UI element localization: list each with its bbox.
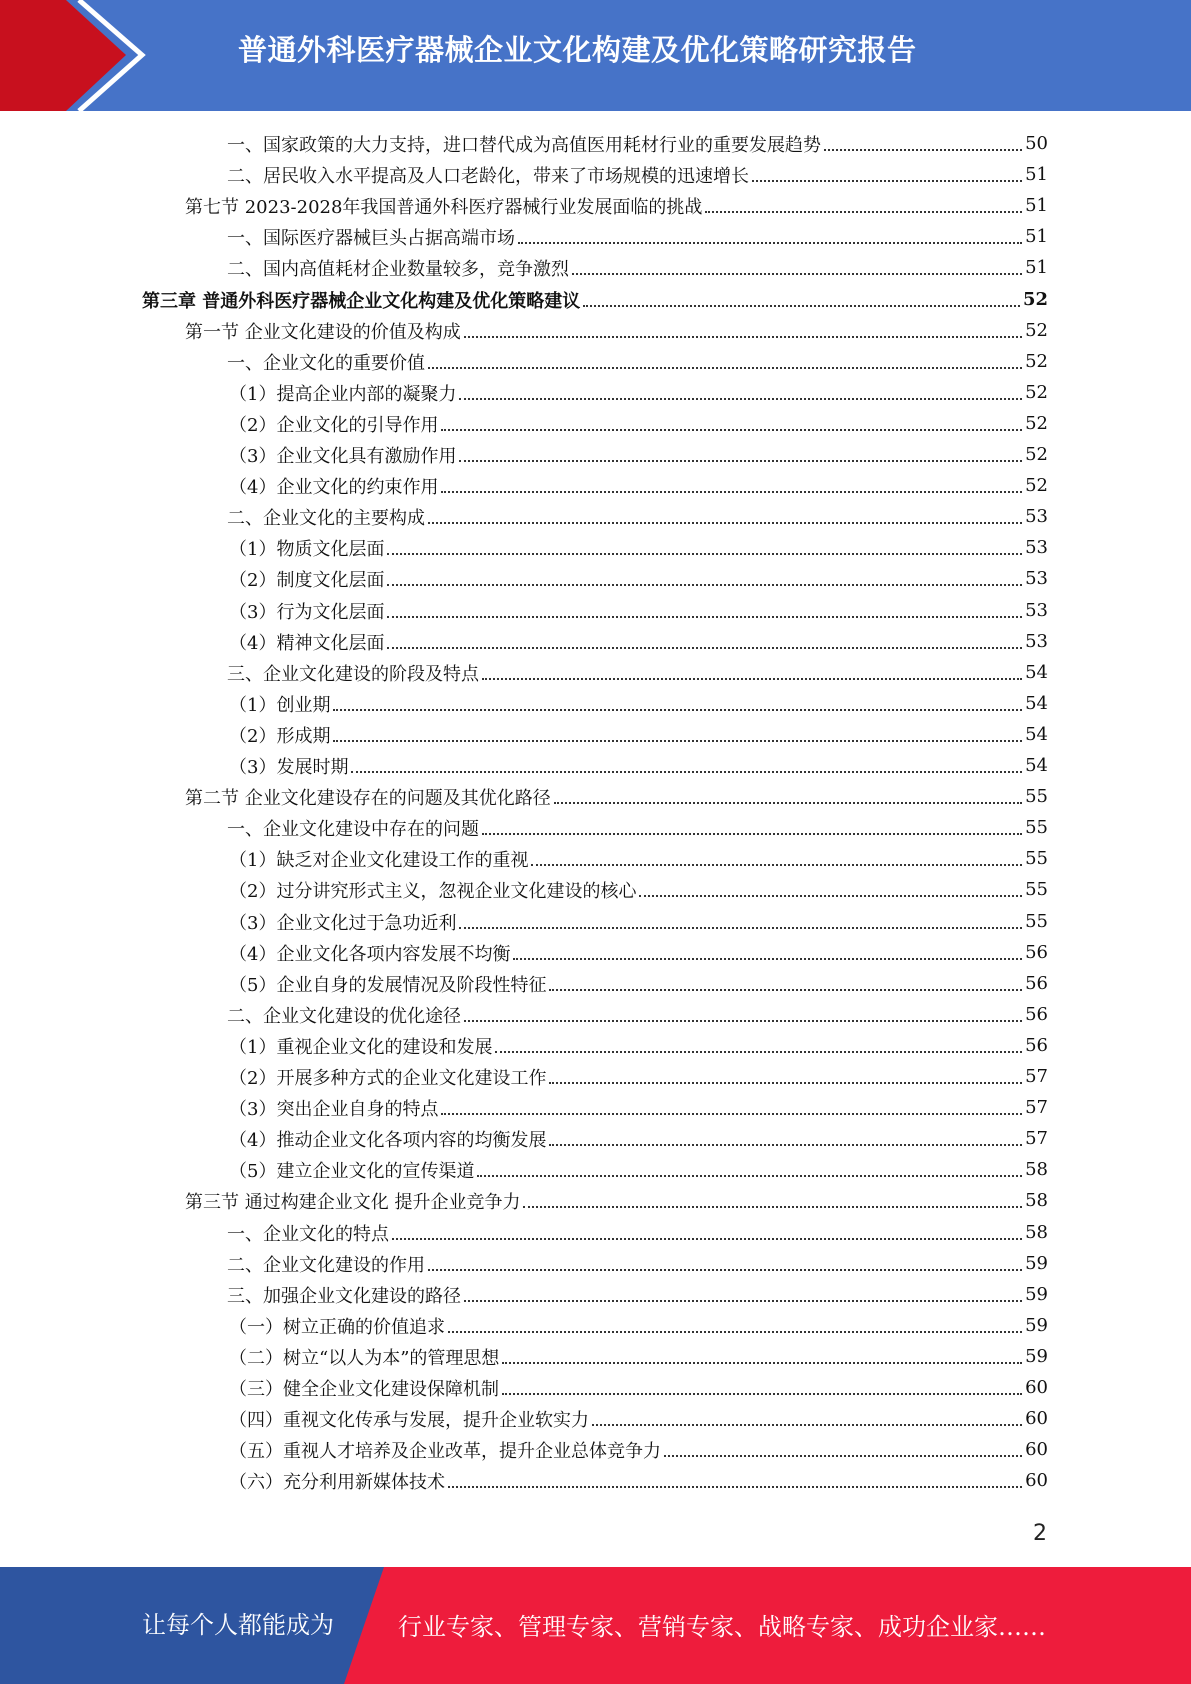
toc-dot-leader — [752, 180, 1022, 182]
toc-entry[interactable] — [229, 532, 1048, 563]
toc-entry-page: 53 — [1025, 631, 1048, 652]
toc-entry[interactable] — [227, 1217, 1048, 1248]
toc-dot-leader — [583, 305, 1020, 307]
toc-entry-label: 二、国内高值耗材企业数量较多，竞争激烈 — [227, 258, 569, 280]
toc-entry-page: 58 — [1025, 1190, 1048, 1211]
toc-entry[interactable] — [227, 1279, 1048, 1310]
toc-entry[interactable] — [229, 626, 1048, 657]
toc-entry-page: 57 — [1025, 1066, 1048, 1087]
toc-entry-label: 第三节 通过构建企业文化 提升企业竞争力 — [185, 1191, 521, 1213]
toc-entry-page: 56 — [1025, 1004, 1048, 1025]
toc-entry-page: 52 — [1025, 475, 1048, 496]
toc-entry-page: 52 — [1025, 413, 1048, 434]
toc-entry[interactable] — [229, 874, 1048, 905]
toc-entry-page: 60 — [1025, 1470, 1048, 1491]
footer-slogan-right: 行业专家、管理专家、营销专家、战略专家、成功企业家…… — [398, 1613, 1046, 1641]
toc-entry[interactable] — [229, 439, 1048, 470]
toc-entry-page: 54 — [1025, 662, 1048, 683]
toc-entry-label: 一、国家政策的大力支持，进口替代成为高值医用耗材行业的重要发展趋势 — [227, 134, 821, 156]
toc-entry-label: （2）制度文化层面 — [229, 569, 385, 591]
toc-entry-page: 54 — [1025, 693, 1048, 714]
toc-entry-label: （3）突出企业自身的特点 — [229, 1098, 439, 1120]
toc-entry[interactable] — [227, 252, 1048, 283]
toc-entry-label: （1）创业期 — [229, 694, 331, 716]
toc-entry[interactable] — [229, 688, 1048, 719]
toc-dot-leader — [387, 584, 1022, 586]
toc-entry-page: 52 — [1025, 382, 1048, 403]
toc-dot-leader — [477, 1175, 1022, 1177]
toc-entry-page: 50 — [1025, 133, 1048, 154]
toc-entry[interactable] — [227, 128, 1048, 159]
toc-entry[interactable] — [229, 1030, 1048, 1061]
toc-entry-label: （4）推动企业文化各项内容的均衡发展 — [229, 1129, 547, 1151]
toc-entry-page: 54 — [1025, 724, 1048, 745]
toc-entry[interactable] — [229, 563, 1048, 594]
toc-entry-label: 第三章 普通外科医疗器械企业文化构建及优化策略建议 — [142, 290, 581, 312]
toc-dot-leader — [549, 1144, 1022, 1146]
toc-entry-page: 54 — [1025, 755, 1048, 776]
toc-entry-page: 53 — [1025, 537, 1048, 558]
toc-dot-leader — [333, 740, 1022, 742]
toc-dot-leader — [459, 460, 1022, 462]
toc-dot-leader — [482, 678, 1022, 680]
report-title: 普通外科医疗器械企业文化构建及优化策略研究报告 — [238, 33, 917, 67]
toc-entry-label: 二、企业文化的主要构成 — [227, 507, 425, 529]
toc-entry-label: （4）精神文化层面 — [229, 632, 385, 654]
toc-entry-label: 第七节 2023-2028年我国普通外科医疗器械行业发展面临的挑战 — [185, 196, 703, 218]
toc-entry-label: 二、居民收入水平提高及人口老龄化，带来了市场规模的迅速增长 — [227, 165, 749, 187]
toc-entry[interactable] — [185, 1185, 1048, 1216]
toc-entry[interactable] — [229, 1434, 1048, 1465]
toc-dot-leader — [387, 553, 1022, 555]
toc-entry-label: 一、企业文化的特点 — [227, 1223, 389, 1245]
toc-entry-page: 55 — [1025, 911, 1048, 932]
toc-entry[interactable] — [229, 1465, 1048, 1496]
toc-dot-leader — [428, 522, 1022, 524]
toc-entry[interactable] — [185, 315, 1048, 346]
toc-entry-page: 59 — [1025, 1315, 1048, 1336]
toc-entry[interactable] — [229, 1092, 1048, 1123]
toc-dot-leader — [448, 1486, 1022, 1488]
footer-slogan-left: 让每个人都能成为 — [142, 1611, 334, 1639]
toc-entry-page: 59 — [1025, 1284, 1048, 1305]
toc-entry[interactable] — [227, 221, 1048, 252]
toc-entry[interactable] — [229, 968, 1048, 999]
toc-dot-leader — [464, 1020, 1022, 1022]
toc-entry-label: 一、企业文化的重要价值 — [227, 352, 425, 374]
toc-entry-label: （1）物质文化层面 — [229, 538, 385, 560]
toc-dot-leader — [448, 1331, 1022, 1333]
toc-dot-leader — [523, 1206, 1022, 1208]
toc-entry-page: 55 — [1025, 879, 1048, 900]
toc-entry-page: 52 — [1025, 320, 1048, 341]
toc-entry-label: （2）形成期 — [229, 725, 331, 747]
toc-entry-label: （3）企业文化具有激励作用 — [229, 445, 457, 467]
toc-entry[interactable] — [227, 1248, 1048, 1279]
toc-entry-label: （二）树立“以人为本”的管理思想 — [229, 1347, 500, 1369]
toc-entry-page: 53 — [1025, 506, 1048, 527]
toc-entry-label: （3）发展时期 — [229, 756, 349, 778]
toc-entry-page: 60 — [1025, 1408, 1048, 1429]
toc-entry[interactable] — [229, 937, 1048, 968]
toc-entry-label: （一）树立正确的价值追求 — [229, 1316, 445, 1338]
toc-entry-page: 57 — [1025, 1128, 1048, 1149]
toc-entry-label: （5）企业自身的发展情况及阶段性特征 — [229, 974, 547, 996]
toc-entry[interactable] — [185, 781, 1048, 812]
toc-entry-label: （六）充分利用新媒体技术 — [229, 1471, 445, 1493]
toc-entry-label: 二、企业文化建设的作用 — [227, 1254, 425, 1276]
arrow-chevron-icon — [0, 0, 160, 111]
toc-entry[interactable] — [142, 284, 1048, 315]
toc-entry-page: 60 — [1025, 1377, 1048, 1398]
toc-dot-leader — [495, 1051, 1022, 1053]
toc-entry-label: （三）健全企业文化建设保障机制 — [229, 1378, 499, 1400]
toc-entry-page: 55 — [1025, 786, 1048, 807]
toc-dot-leader — [441, 491, 1022, 493]
toc-dot-leader — [502, 1393, 1022, 1395]
toc-entry[interactable] — [227, 159, 1048, 190]
toc-dot-leader — [513, 958, 1022, 960]
toc-entry-label: 第二节 企业文化建设存在的问题及其优化路径 — [185, 787, 551, 809]
toc-entry[interactable] — [227, 999, 1048, 1030]
toc-entry-page: 53 — [1025, 600, 1048, 621]
toc-entry-label: 三、加强企业文化建设的路径 — [227, 1285, 461, 1307]
toc-dot-leader — [351, 771, 1022, 773]
toc-entry-label: （2）企业文化的引导作用 — [229, 414, 439, 436]
toc-entry-label: （3）企业文化过于急功近利 — [229, 912, 457, 934]
toc-entry-label: （2）开展多种方式的企业文化建设工作 — [229, 1067, 547, 1089]
toc-entry[interactable] — [227, 812, 1048, 843]
toc-dot-leader — [554, 802, 1022, 804]
toc-entry[interactable] — [229, 1154, 1048, 1185]
toc-entry-label: （1）提高企业内部的凝聚力 — [229, 383, 457, 405]
toc-entry-label: （3）行为文化层面 — [229, 601, 385, 623]
toc-entry[interactable] — [229, 750, 1048, 781]
toc-entry-page: 57 — [1025, 1097, 1048, 1118]
toc-entry-page: 58 — [1025, 1159, 1048, 1180]
toc-entry[interactable] — [229, 1403, 1048, 1434]
toc-entry-page: 56 — [1025, 942, 1048, 963]
toc-entry[interactable] — [229, 595, 1048, 626]
toc-entry[interactable] — [229, 1341, 1048, 1372]
toc-entry-label: （2）过分讲究形式主义，忽视企业文化建设的核心 — [229, 880, 637, 902]
toc-dot-leader — [572, 273, 1022, 275]
toc-entry-page: 52 — [1025, 351, 1048, 372]
toc-entry-page: 55 — [1025, 848, 1048, 869]
toc-entry-label: （5）建立企业文化的宣传渠道 — [229, 1160, 475, 1182]
toc-entry-label: （四）重视文化传承与发展，提升企业软实力 — [229, 1409, 589, 1431]
toc-entry-page: 59 — [1025, 1253, 1048, 1274]
toc-entry-page: 58 — [1025, 1222, 1048, 1243]
toc-dot-leader — [549, 989, 1022, 991]
toc-dot-leader — [518, 242, 1022, 244]
toc-entry-label: （五）重视人才培养及企业改革，提升企业总体竞争力 — [229, 1440, 661, 1462]
toc-entry-page: 53 — [1025, 568, 1048, 589]
page-number: 2 — [1033, 1521, 1047, 1546]
toc-entry[interactable] — [229, 408, 1048, 439]
toc-entry[interactable] — [229, 377, 1048, 408]
toc-dot-leader — [464, 1300, 1022, 1302]
toc-dot-leader — [428, 1269, 1022, 1271]
toc-dot-leader — [387, 647, 1022, 649]
toc-dot-leader — [459, 398, 1022, 400]
toc-entry[interactable] — [227, 346, 1048, 377]
toc-dot-leader — [392, 1238, 1022, 1240]
header-banner — [0, 0, 1191, 111]
toc-dot-leader — [464, 336, 1022, 338]
toc-dot-leader — [441, 429, 1022, 431]
toc-entry[interactable] — [229, 1061, 1048, 1092]
toc-dot-leader — [459, 927, 1022, 929]
toc-dot-leader — [592, 1424, 1022, 1426]
toc-entry-page: 59 — [1025, 1346, 1048, 1367]
toc-dot-leader — [428, 367, 1022, 369]
toc-entry-page: 51 — [1025, 164, 1048, 185]
toc-entry-label: （4）企业文化的约束作用 — [229, 476, 439, 498]
toc-entry[interactable] — [229, 1372, 1048, 1403]
toc-entry-label: （1）重视企业文化的建设和发展 — [229, 1036, 493, 1058]
toc-entry-page: 56 — [1025, 1035, 1048, 1056]
toc-dot-leader — [502, 1362, 1022, 1364]
toc-entry[interactable] — [227, 501, 1048, 532]
toc-entry-label: （1）缺乏对企业文化建设工作的重视 — [229, 849, 529, 871]
toc-entry[interactable] — [229, 1123, 1048, 1154]
toc-dot-leader — [441, 1113, 1022, 1115]
footer-banner — [0, 1567, 1191, 1684]
toc-entry[interactable] — [229, 470, 1048, 501]
toc-dot-leader — [333, 709, 1022, 711]
toc-dot-leader — [705, 211, 1022, 213]
toc-dot-leader — [549, 1082, 1022, 1084]
toc-entry-page: 52 — [1022, 289, 1048, 310]
toc-entry-label: 一、国际医疗器械巨头占据高端市场 — [227, 227, 515, 249]
toc-entry-label: 三、企业文化建设的阶段及特点 — [227, 663, 479, 685]
toc-entry-page: 51 — [1025, 195, 1048, 216]
toc-entry-label: 第一节 企业文化建设的价值及构成 — [185, 321, 461, 343]
toc-entry-page: 52 — [1025, 444, 1048, 465]
toc-entry-label: 一、企业文化建设中存在的问题 — [227, 818, 479, 840]
toc-dot-leader — [639, 895, 1022, 897]
toc-entry-page: 51 — [1025, 257, 1048, 278]
toc-entry-page: 56 — [1025, 973, 1048, 994]
toc-entry-page: 51 — [1025, 226, 1048, 247]
toc-entry[interactable] — [185, 190, 1048, 221]
toc-dot-leader — [531, 864, 1022, 866]
toc-dot-leader — [387, 616, 1022, 618]
toc-dot-leader — [824, 149, 1022, 151]
toc-dot-leader — [482, 833, 1022, 835]
toc-entry-label: 二、企业文化建设的优化途径 — [227, 1005, 461, 1027]
toc-entry[interactable] — [229, 906, 1048, 937]
toc-entry[interactable] — [229, 1310, 1048, 1341]
toc-entry-page: 60 — [1025, 1439, 1048, 1460]
toc-entry[interactable] — [227, 657, 1048, 688]
toc-dot-leader — [664, 1455, 1022, 1457]
toc-entry[interactable] — [229, 843, 1048, 874]
toc-entry-page: 55 — [1025, 817, 1048, 838]
toc-entry[interactable] — [229, 719, 1048, 750]
arrow-red-shape — [0, 0, 126, 111]
toc-entry-label: （4）企业文化各项内容发展不均衡 — [229, 943, 511, 965]
